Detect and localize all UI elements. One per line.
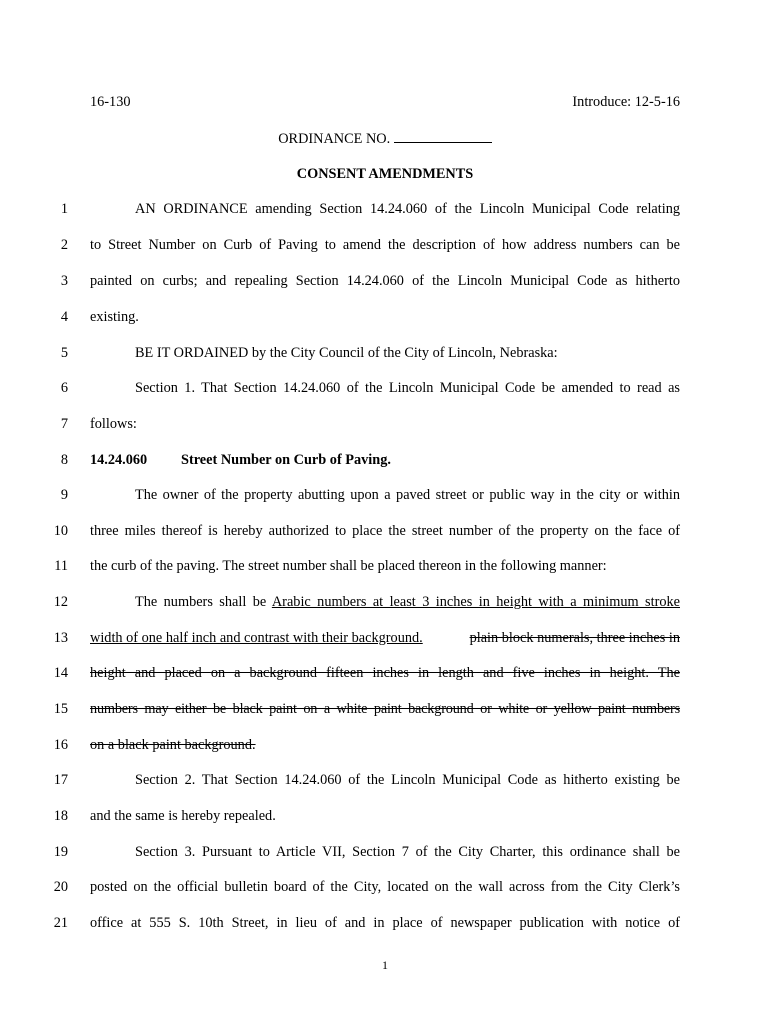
section-heading: Street Number on Curb of Paving. <box>181 452 391 468</box>
text-line: Section 3. Pursuant to Article VII, Section 7 of the City Charter, this ordinance shall be <box>135 844 680 860</box>
plain-text: The numbers shall be <box>135 594 272 610</box>
inserted-text: width of one half inch and contrast with their background. <box>90 630 423 646</box>
line-number: 17 <box>53 772 68 788</box>
text-line: to Street Number on Curb of Paving to amend the description of how address numbers can be <box>90 237 680 253</box>
text-line: painted on curbs; and repealing Section 14.24.060 of the Lincoln Municipal Code as hitherto <box>90 273 680 289</box>
deleted-text-line: height and placed on a background fifteen inches in length and five inches in height. The <box>90 665 680 681</box>
text-line: and the same is hereby repealed. <box>90 808 276 824</box>
line-number: 15 <box>53 701 68 717</box>
line-number: 10 <box>53 523 68 539</box>
line-number: 18 <box>53 808 68 824</box>
text-line: The owner of the property abutting upon a paved street or public way in the city or within <box>135 487 680 503</box>
text-line: Section 1. That Section 14.24.060 of the Lincoln Municipal Code be amended to read as <box>135 380 680 396</box>
deleted-text: on a black paint background. <box>90 737 256 753</box>
line-number: 4 <box>60 309 68 325</box>
document-title: CONSENT AMENDMENTS <box>296 166 474 182</box>
line-number: 13 <box>53 630 68 646</box>
ordinance-number-line <box>0 130 770 148</box>
doc-number: 16-130 <box>90 94 131 110</box>
line-number: 19 <box>53 844 68 860</box>
text-line: existing. <box>90 309 139 325</box>
line-number: 3 <box>60 273 68 289</box>
line-number: 2 <box>60 237 68 253</box>
deleted-text-line: numbers may either be black paint on a white paint background or white or yellow paint numbers <box>90 701 680 717</box>
text-line: office at 555 S. 10th Street, in lieu of and in place of newspaper publication with notice of <box>90 915 680 931</box>
page-number: 1 <box>382 958 388 972</box>
line-number: 5 <box>60 345 68 361</box>
inserted-text: Arabic numbers at least 3 inches in height with a minimum stroke <box>271 594 680 610</box>
line-number: 1 <box>60 201 68 217</box>
text-line: posted on the official bulletin board of the City, located on the wall across from the City Clerk’s <box>90 879 680 895</box>
line-number: 7 <box>60 416 68 432</box>
ordinance-number-blank <box>394 130 492 143</box>
text-line: the curb of the paving. The street number shall be placed thereon in the following manner: <box>90 558 607 574</box>
text-line: AN ORDINANCE amending Section 14.24.060 of the Lincoln Municipal Code relating <box>135 201 680 217</box>
line-number: 14 <box>53 665 68 681</box>
line-number: 6 <box>60 380 68 396</box>
text-line: three miles thereof is hereby authorized to place the street number of the property on the face of <box>90 523 680 539</box>
line-number: 11 <box>54 558 68 574</box>
line-number: 16 <box>53 737 68 753</box>
text-line: follows: <box>90 416 137 432</box>
introduce-date: Introduce: 12-5-16 <box>572 94 680 110</box>
ordinance-label: ORDINANCE NO. <box>278 131 391 147</box>
line-number: 12 <box>53 594 68 610</box>
section-number: 14.24.060 <box>90 452 148 468</box>
section-heading-line <box>90 452 680 469</box>
deleted-text: plain block numerals, three inches in <box>469 630 680 646</box>
text-line <box>135 594 680 611</box>
text-line: BE IT ORDAINED by the City Council of the City of Lincoln, Nebraska: <box>135 345 558 361</box>
text-line: Section 2. That Section 14.24.060 of the Lincoln Municipal Code as hitherto existing be <box>135 772 680 788</box>
text-line <box>90 630 680 647</box>
line-number: 21 <box>53 915 68 931</box>
text-line <box>90 737 680 754</box>
line-number: 9 <box>60 487 68 503</box>
line-number: 20 <box>53 879 68 895</box>
line-number: 8 <box>60 452 68 468</box>
